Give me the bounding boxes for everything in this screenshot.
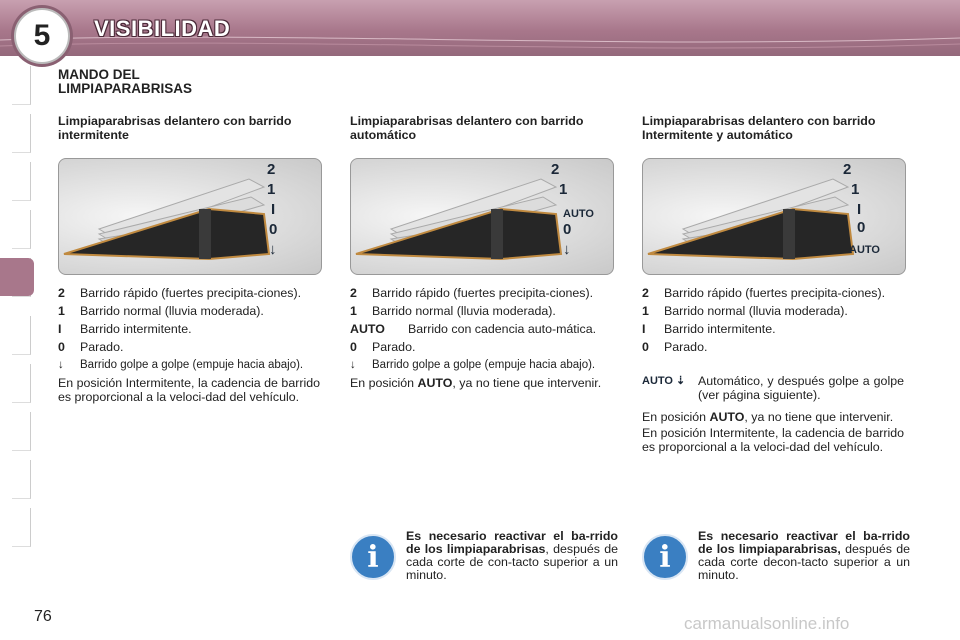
paragraph: En posición AUTO, ya no tiene que intervenir. [350, 376, 602, 390]
chapter-title: VISIBILIDAD [94, 16, 231, 41]
chapter-tab[interactable] [12, 412, 31, 451]
wiper-stalk-figure [58, 158, 322, 275]
list-item: I Barrido intermitente. [642, 322, 776, 336]
list-item: ↓ Barrido golpe a golpe (empuje hacia abajo). [58, 359, 304, 371]
chapter-tab[interactable] [12, 460, 31, 499]
info-note: i Es necesario reactivar el ba-rrido de los limpiaparabrisas, después de cada corte decon-tacto superior a un minuto. [642, 530, 910, 582]
list-item: 0 Parado. [642, 340, 708, 354]
auto-down-icon: AUTO ⇣ [642, 375, 686, 387]
wiper-stalk-figure [642, 158, 906, 275]
stalk-level-label: 2 [843, 161, 852, 178]
chapter-tabs-rail [0, 56, 34, 576]
column-title: Limpiaparabrisas delantero con barrido Intermitente y automático [642, 114, 876, 142]
column-intermittent [58, 114, 320, 404]
stalk-level-label: 1 [559, 181, 568, 198]
chapter-tab[interactable] [12, 316, 31, 355]
position-list [642, 286, 904, 354]
column-title: Limpiaparabrisas delantero con barrido automático [350, 114, 584, 142]
list-item: ↓ Barrido golpe a golpe (empuje hacia abajo). [350, 359, 596, 371]
paragraph: En posición Intermitente, la cadencia de barrido es proporcional a la veloci-dad del vehículo. [58, 376, 320, 404]
paragraph: En posición AUTO, ya no tiene que intervenir. [642, 410, 894, 424]
list-item: 1 Barrido normal (lluvia moderada). [642, 304, 848, 318]
list-item: 1 Barrido normal (lluvia moderada). [350, 304, 556, 318]
chapter-tab[interactable] [12, 210, 31, 249]
list-item: 0 Parado. [58, 340, 124, 354]
chapter-tab[interactable] [12, 66, 31, 105]
stalk-level-label: 1 [851, 181, 860, 198]
section-title: MANDO DEL LIMPIAPARABRISAS [58, 67, 193, 96]
stalk-level-label: AUTO [563, 208, 594, 220]
column-automatic [350, 114, 612, 390]
list-item: 0 Parado. [350, 340, 416, 354]
list-item: 2 Barrido rápido (fuertes precipita-ciones). [350, 286, 594, 300]
stalk-level-label: 2 [551, 161, 560, 178]
position-list [58, 286, 320, 372]
stalk-level-label: I [271, 201, 276, 218]
chapter-tab[interactable] [12, 364, 31, 403]
stalk-level-label: I [857, 201, 862, 218]
position-list [350, 286, 612, 372]
info-note: i Es necesario reactivar el ba-rrido de los limpiaparabrisas, después de cada corte de con-tacto superior a un minuto. [350, 530, 618, 582]
auto-position-row: AUTO ⇣ Automático, y después golpe a golpe (ver página siguiente). [642, 374, 904, 402]
stalk-level-label: ↓ [269, 241, 277, 258]
chapter-tab[interactable] [12, 508, 31, 547]
chapter-tab[interactable] [12, 162, 31, 201]
stalk-level-label: 0 [857, 219, 866, 236]
stalk-level-label: 1 [267, 181, 276, 198]
watermark: carmanualsonline.info [684, 614, 850, 633]
list-item: 2 Barrido rápido (fuertes precipita-ciones). [642, 286, 886, 300]
wiper-stalk-figure [350, 158, 614, 275]
stalk-level-label: 2 [267, 161, 276, 178]
stalk-level-label: 0 [269, 221, 278, 238]
stalk-level-label: AUTO [849, 244, 880, 256]
column-intermittent-automatic [642, 114, 904, 454]
list-item: I Barrido intermitente. [58, 322, 192, 336]
page-number: 76 [34, 608, 52, 625]
column-title: Limpiaparabrisas delantero con barrido intermitente [58, 114, 292, 142]
paragraph: En posición Intermitente, la cadencia de barrido es proporcional a la veloci-dad del vehículo. [642, 426, 904, 454]
wiper-stalk-illustration [59, 159, 321, 274]
info-icon: i [642, 534, 688, 580]
stalk-level-label: 0 [563, 221, 572, 238]
chapter-number-badge: 5 [14, 8, 70, 64]
list-item: 1 Barrido normal (lluvia moderada). [58, 304, 264, 318]
list-item: 2 Barrido rápido (fuertes precipita-ciones). [58, 286, 302, 300]
stalk-level-label: ↓ [563, 241, 571, 258]
list-item: AUTO Barrido con cadencia auto-mática. [350, 322, 597, 336]
chapter-tab[interactable] [12, 114, 31, 153]
chapter-tab-active[interactable] [0, 258, 34, 296]
info-icon: i [350, 534, 396, 580]
